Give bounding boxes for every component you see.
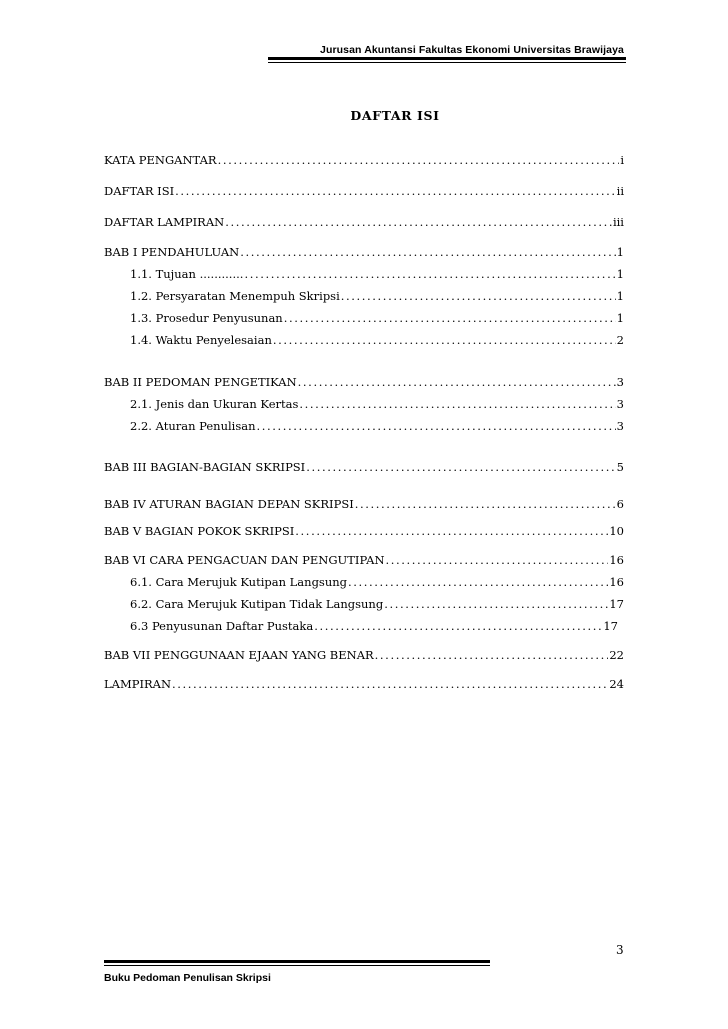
toc-label: 2.1. Jenis dan Ukuran Kertas (130, 397, 299, 411)
toc-entry (104, 182, 624, 198)
toc-label: BAB III BAGIAN-BAGIAN SKRIPSI (104, 460, 306, 474)
toc-leader (273, 333, 616, 347)
toc-label: KATA PENGANTAR (104, 153, 217, 167)
toc-label: BAB IV ATURAN BAGIAN DEPAN SKRIPSI (104, 497, 354, 511)
toc-leader (348, 575, 608, 589)
toc-label: DAFTAR LAMPIRAN (104, 215, 225, 229)
toc-page: 10 (609, 524, 624, 538)
footer-rule (104, 960, 490, 963)
toc-label: 1.1. Tujuan ............ (130, 267, 244, 281)
toc-label: 6.2. Cara Merujuk Kutipan Tidak Langsung (130, 597, 384, 611)
toc-leader (240, 245, 615, 259)
header-rule-thin (268, 62, 626, 63)
toc-entry (104, 243, 624, 259)
toc-leader (299, 397, 615, 411)
toc-leader (314, 619, 602, 633)
toc-entry (130, 331, 624, 347)
toc-entry (130, 417, 624, 433)
toc-label: 1.2. Persyaratan Menempuh Skripsi (130, 289, 340, 303)
toc-leader (341, 289, 616, 303)
toc-page: i (620, 153, 624, 167)
toc-label: BAB VII PENGGUNAAN EJAAN YANG BENAR (104, 648, 374, 662)
toc-label: BAB V BAGIAN POKOK SKRIPSI (104, 524, 295, 538)
toc-entry (130, 617, 618, 633)
toc-label: BAB VI CARA PENGACUAN DAN PENGUTIPAN (104, 553, 385, 567)
page-number: 3 (616, 943, 624, 957)
toc-leader (218, 153, 620, 167)
toc-label: BAB I PENDAHULUAN (104, 245, 240, 259)
toc-entry (130, 265, 624, 281)
toc-page: 3 (616, 419, 624, 433)
toc-page: 5 (616, 460, 624, 474)
toc-page: 22 (609, 648, 624, 662)
footer-text: Buku Pedoman Penulisan Skripsi (104, 972, 271, 984)
toc-leader (284, 311, 616, 325)
toc-leader (375, 648, 609, 662)
toc-leader (244, 267, 615, 281)
toc-leader (384, 597, 608, 611)
toc-leader (257, 419, 616, 433)
toc-page: 3 (616, 375, 624, 389)
toc-page: 2 (616, 333, 624, 347)
toc-page: 17 (609, 597, 624, 611)
toc-label: 6.1. Cara Merujuk Kutipan Langsung (130, 575, 348, 589)
toc-label: 1.4. Waktu Penyelesaian (130, 333, 272, 347)
toc-entry (104, 551, 624, 567)
toc-leader (298, 375, 616, 389)
toc-entry (104, 213, 624, 229)
toc-entry (104, 522, 624, 538)
toc-page: 1 (616, 267, 624, 281)
toc-leader (306, 460, 615, 474)
toc-entry (104, 646, 624, 662)
toc-page: 3 (616, 397, 624, 411)
toc-page: 1 (616, 245, 624, 259)
header-text: Jurusan Akuntansi Fakultas Ekonomi Universitas Brawijaya (320, 44, 624, 56)
toc-entry (130, 395, 624, 411)
toc-leader (386, 553, 609, 567)
toc-page: ii (616, 184, 624, 198)
footer-rule-thin (104, 965, 490, 966)
toc-page: 1 (616, 289, 624, 303)
toc-label: LAMPIRAN (104, 677, 172, 691)
toc-leader (175, 184, 616, 198)
toc-label: 1.3. Prosedur Penyusunan (130, 311, 283, 325)
toc-entry (104, 373, 624, 389)
toc-entry (104, 495, 624, 511)
toc-label: DAFTAR ISI (104, 184, 175, 198)
toc-page: 24 (609, 677, 624, 691)
toc-leader (225, 215, 612, 229)
toc-leader (355, 497, 616, 511)
toc-page: iii (612, 215, 624, 229)
toc-entry (104, 458, 624, 474)
toc-page: 17 (603, 619, 618, 633)
toc-page: 6 (616, 497, 624, 511)
toc-entry (104, 151, 624, 167)
toc-label: BAB II PEDOMAN PENGETIKAN (104, 375, 297, 389)
toc-label: 2.2. Aturan Penulisan (130, 419, 256, 433)
toc-leader (295, 524, 608, 538)
toc-page: 16 (609, 575, 624, 589)
toc-entry (130, 595, 624, 611)
toc-page: 16 (609, 553, 624, 567)
toc-entry (130, 309, 624, 325)
toc-entry (104, 675, 624, 691)
toc-leader (172, 677, 608, 691)
toc-entry (130, 573, 624, 589)
toc-entry (130, 287, 624, 303)
toc-label: 6.3 Penyusunan Daftar Pustaka (130, 619, 314, 633)
toc-page: 1 (616, 311, 624, 325)
header-rule (268, 57, 626, 60)
page-title: DAFTAR ISI (350, 108, 440, 123)
